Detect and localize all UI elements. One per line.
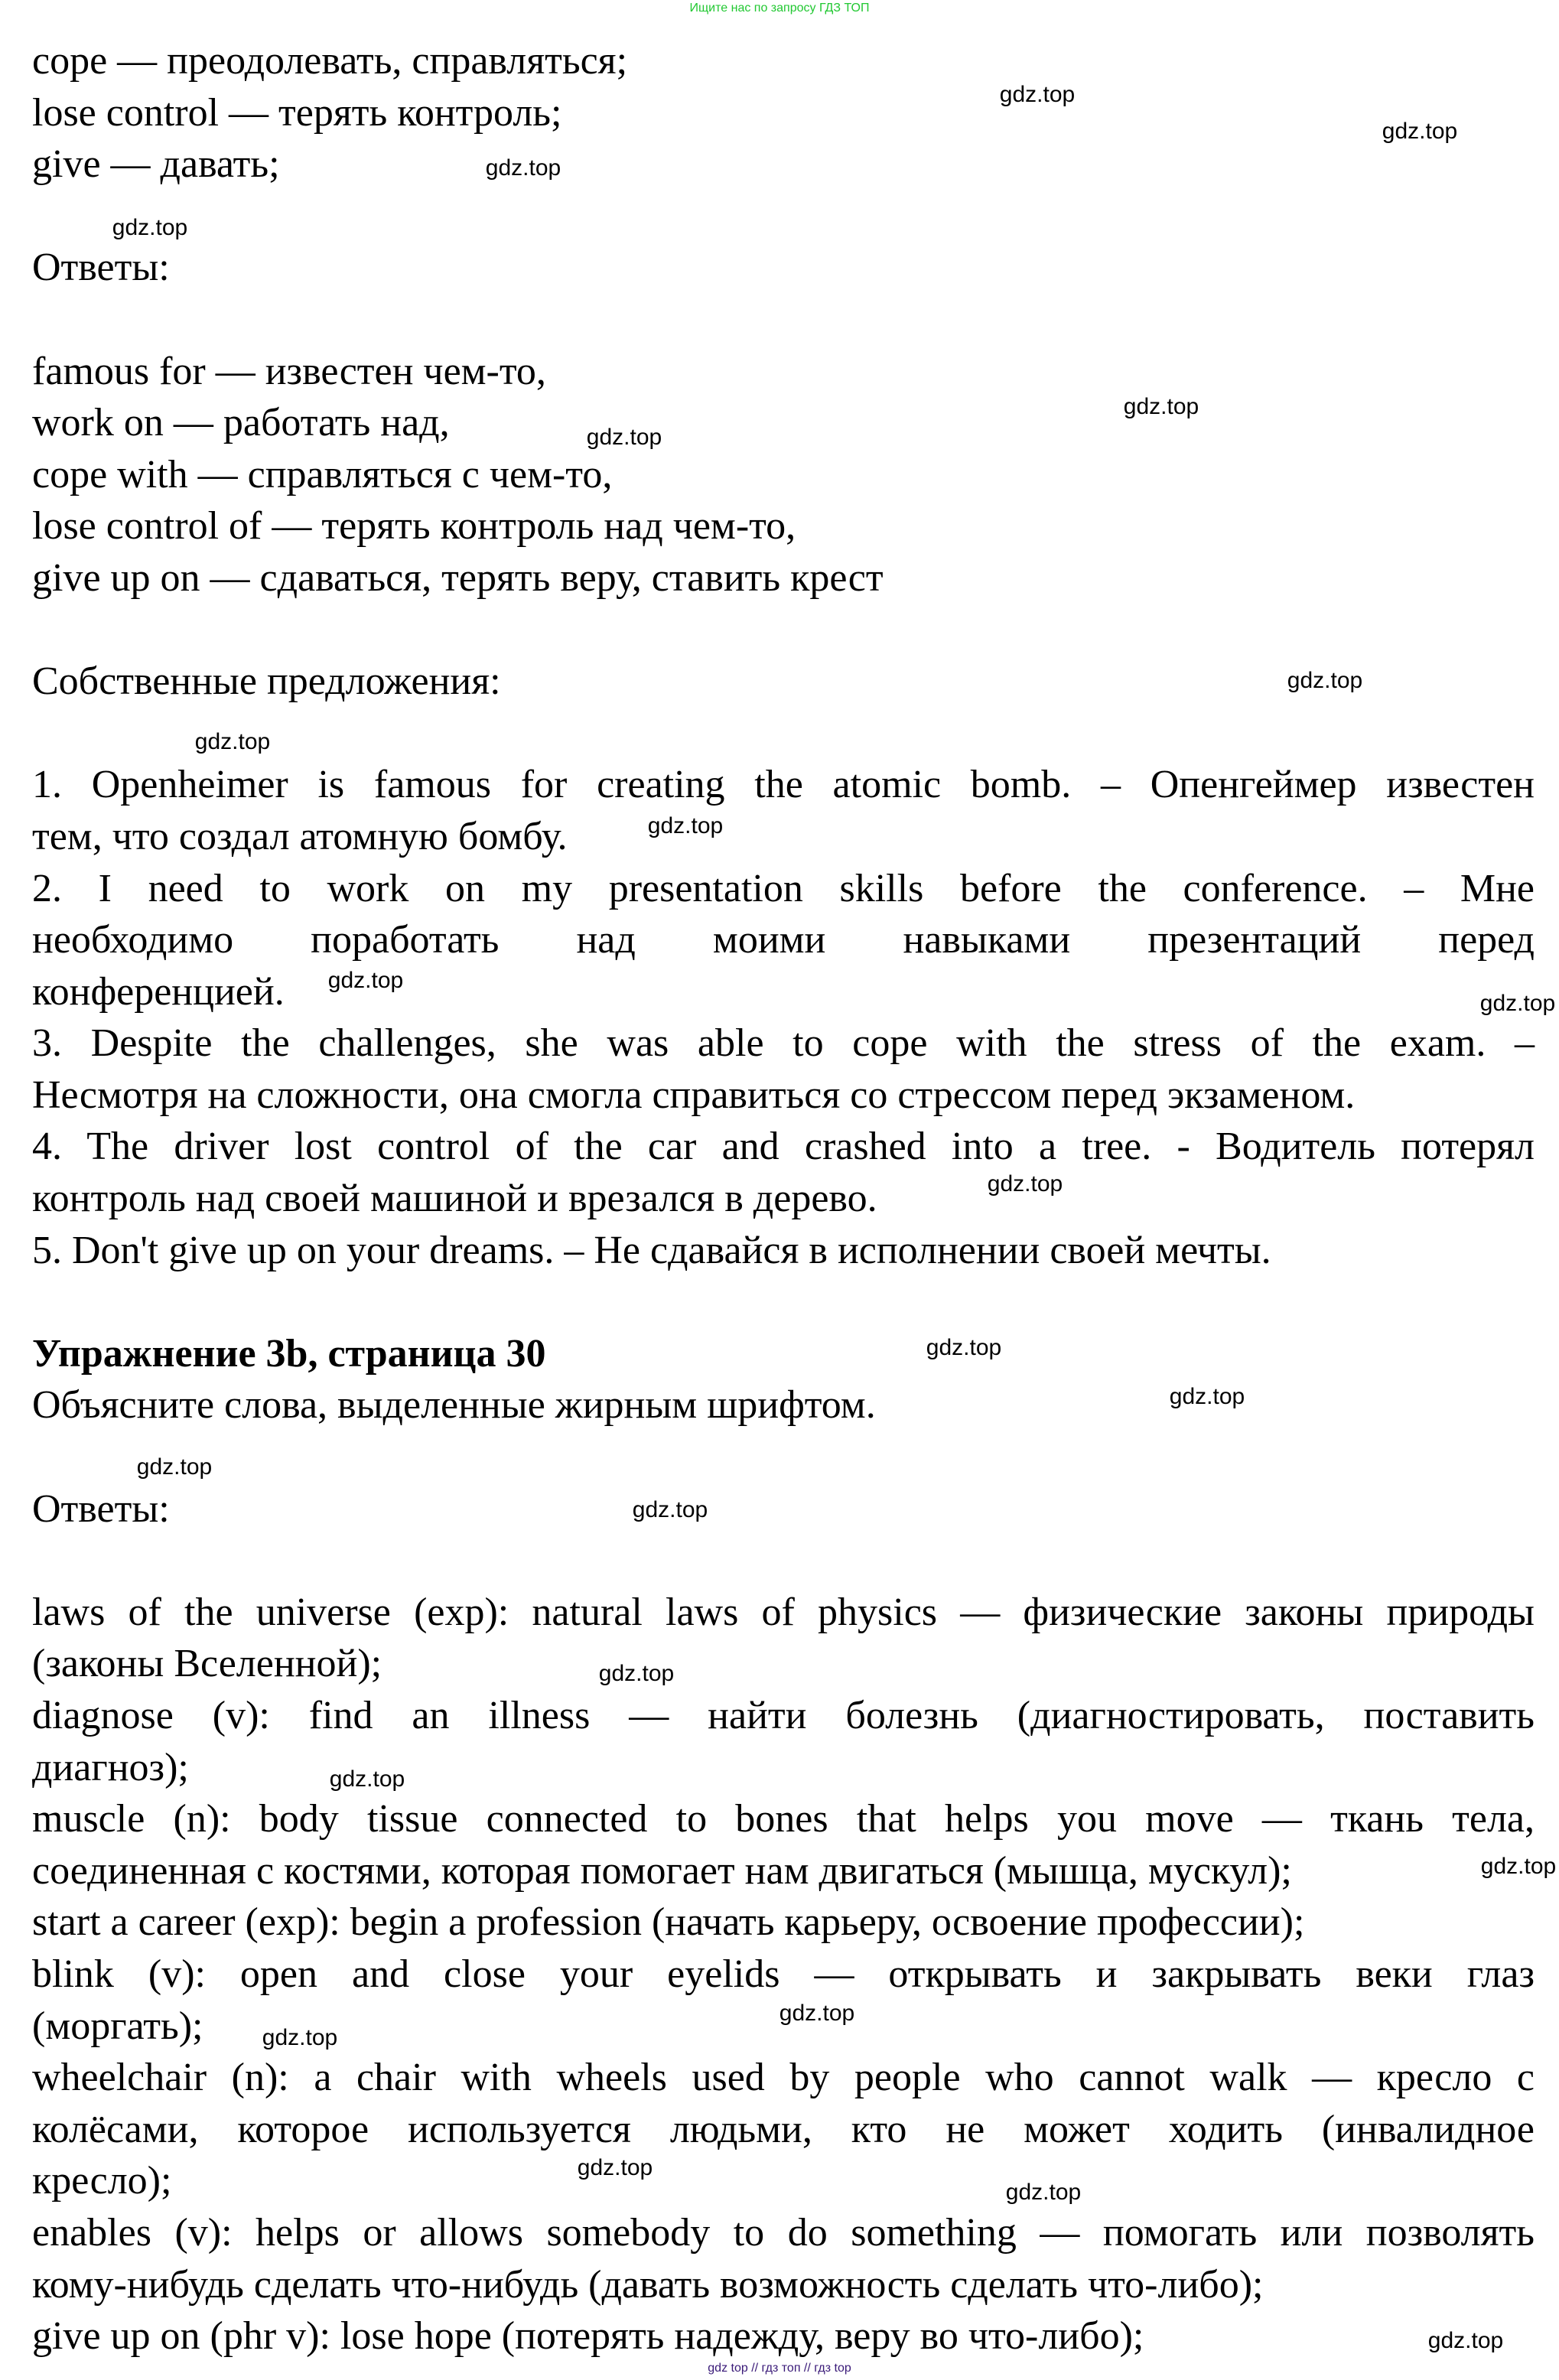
watermark-text: gdz.top bbox=[329, 1766, 405, 1792]
watermark-text: gdz.top bbox=[577, 2155, 653, 2180]
text-line: lose control — терять контроль; bbox=[32, 90, 562, 135]
text-line: 4. The driver lost control of the car and crashed into a tree. - Водитель потерял bbox=[32, 1125, 1535, 1169]
text-line: blink (v): open and close your eyelids — открывать и закрывать веки глаз bbox=[32, 1952, 1535, 1996]
text-line: диагноз); bbox=[32, 1745, 189, 1789]
text-line: cope — преодолевать, справляться; bbox=[32, 39, 628, 83]
footer-watermark: gdz top // гдз топ // гдз top bbox=[708, 2362, 851, 2375]
watermark-text: gdz.top bbox=[987, 1171, 1063, 1197]
watermark-text: gdz.top bbox=[999, 82, 1076, 107]
watermark-text: gdz.top bbox=[926, 1335, 1002, 1360]
watermark-text: gdz.top bbox=[1123, 394, 1199, 419]
text-line: Ответы: bbox=[32, 1486, 170, 1531]
text-line: 3. Despite the challenges, she was able to cope with the stress of the exam. – bbox=[32, 1021, 1535, 1066]
text-line: lose control of — терять контроль над чем-то, bbox=[32, 504, 796, 549]
watermark-text: gdz.top bbox=[327, 968, 404, 993]
text-line: конференцией. bbox=[32, 969, 285, 1014]
watermark-text: gdz.top bbox=[598, 1661, 675, 1686]
text-line: соединенная с костями, которая помогает нам двигаться (мышца, мускул); bbox=[32, 1848, 1292, 1893]
text-line: wheelchair (n): a chair with wheels used by people who cannot walk — кресло с bbox=[32, 2056, 1535, 2100]
text-line: (моргать); bbox=[32, 2004, 203, 2048]
text-line: Собственные предложения: bbox=[32, 659, 501, 704]
watermark-text: gdz.top bbox=[586, 425, 662, 450]
text-line: Ответы: bbox=[32, 246, 170, 290]
text-line: give — давать; bbox=[32, 142, 280, 187]
watermark-text: gdz.top bbox=[1479, 991, 1556, 1016]
text-line: give up on — сдаваться, терять веру, ставить крест bbox=[32, 555, 884, 600]
text-line: work on — работать над, bbox=[32, 401, 450, 445]
text-line: 2. I need to work on my presentation skills before the conference. – Мне bbox=[32, 866, 1535, 910]
text-line: enables (v): helps or allows somebody to do something — помогать или позволять bbox=[32, 2210, 1535, 2255]
text-line: famous for — известен чем-то, bbox=[32, 349, 546, 393]
text-line: give up on (phr v): lose hope (потерять надежду, веру во что-либо); bbox=[32, 2314, 1144, 2359]
text-line: кресло); bbox=[32, 2159, 172, 2203]
watermark-text: gdz.top bbox=[485, 155, 561, 181]
text-line: контроль над своей машиной и врезался в дерево. bbox=[32, 1177, 877, 1221]
text-line: muscle (n): body tissue connected to bones that helps you move — ткань тела, bbox=[32, 1797, 1535, 1841]
text-line: laws of the universe (exp): natural laws of physics — физические законы природы bbox=[32, 1590, 1535, 1634]
text-line: 5. Don't give up on your dreams. – Не сдавайся в исполнении своей мечты. bbox=[32, 1228, 1271, 1272]
watermark-text: gdz.top bbox=[632, 1497, 708, 1522]
watermark-text: gdz.top bbox=[136, 1454, 213, 1480]
text-line: diagnose (v): find an illness — найти болезнь (диагностировать, поставить bbox=[32, 1694, 1535, 1737]
text-line: start a career (exp): begin a profession (начать карьеру, освоение профессии); bbox=[32, 1900, 1305, 1945]
text-line: cope with — справляться с чем-то, bbox=[32, 452, 613, 497]
watermark-text: gdz.top bbox=[262, 2025, 338, 2050]
text-line: Объясните слова, выделенные жирным шрифтом. bbox=[32, 1383, 876, 1428]
watermark-text: gdz.top bbox=[1005, 2180, 1082, 2205]
watermark-text: gdz.top bbox=[1287, 668, 1363, 693]
text-line: необходимо поработать над моими навыками презентаций перед bbox=[32, 918, 1535, 962]
text-line: 1. Openheimer is famous for creating the atomic bomb. – Опенгеймер известен bbox=[32, 763, 1535, 807]
watermark-text: gdz.top bbox=[779, 2001, 855, 2026]
watermark-text: gdz.top bbox=[647, 813, 724, 838]
text-line: кому-нибудь сделать что-нибудь (давать возможность сделать что-либо); bbox=[32, 2262, 1264, 2307]
watermark-text: gdz.top bbox=[1169, 1384, 1245, 1409]
section-heading: Упражнение 3b, страница 30 bbox=[32, 1331, 546, 1376]
search-banner: Ищите нас по запросу ГДЗ ТОП bbox=[689, 2, 870, 15]
text-line: Несмотря на сложности, она смогла справиться со стрессом перед экзаменом. bbox=[32, 1073, 1356, 1117]
watermark-text: gdz.top bbox=[1480, 1854, 1557, 1879]
text-line: (законы Вселенной); bbox=[32, 1642, 382, 1686]
watermark-text: gdz.top bbox=[1382, 119, 1458, 144]
text-line: тем, что создал атомную бомбу. bbox=[32, 814, 568, 858]
watermark-text: gdz.top bbox=[1427, 2328, 1504, 2353]
watermark-text: gdz.top bbox=[112, 215, 188, 240]
text-line: колёсами, которое используется людьми, кто не может ходить (инвалидное bbox=[32, 2107, 1535, 2151]
watermark-text: gdz.top bbox=[194, 729, 271, 754]
